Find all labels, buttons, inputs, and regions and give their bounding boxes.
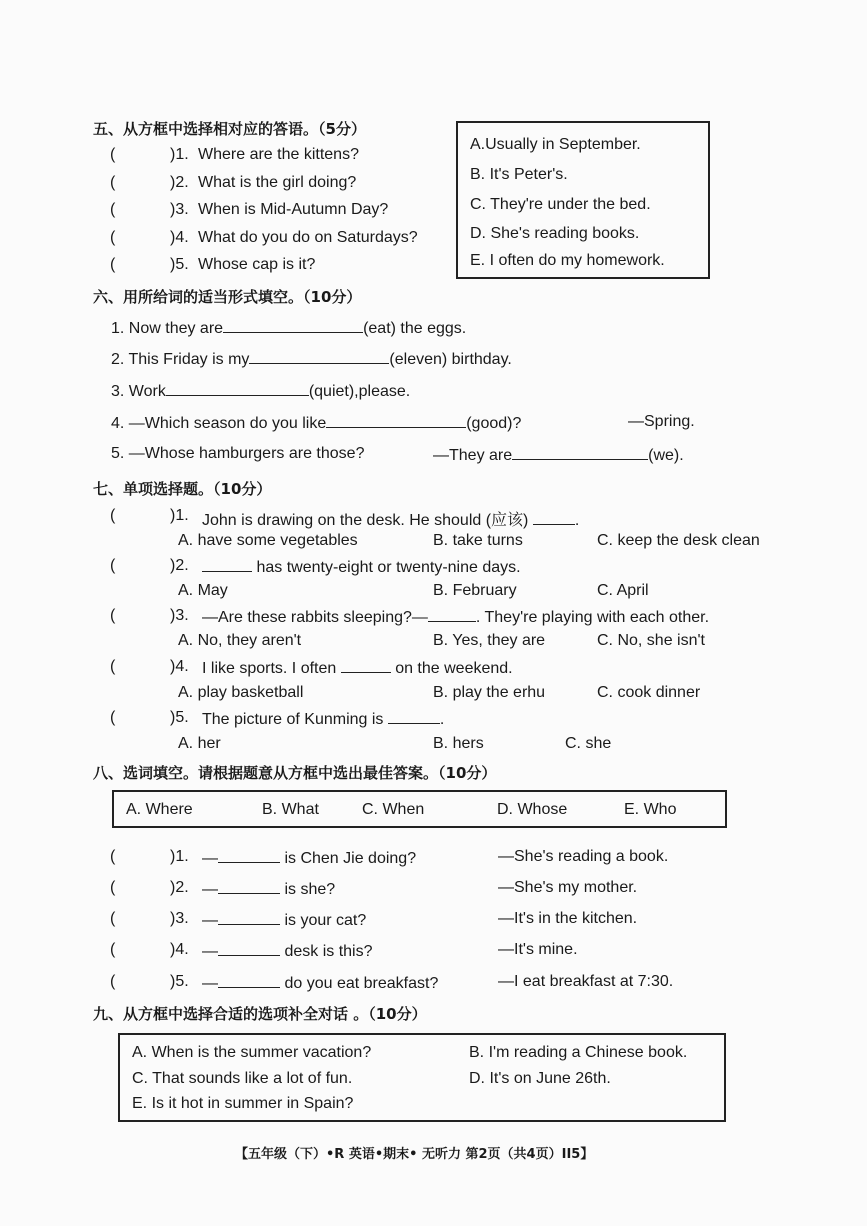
option-item: A.Usually in September. xyxy=(470,136,641,153)
answer-paren[interactable]: ( xyxy=(110,174,116,191)
question-text: Where are the kittens? xyxy=(198,146,359,163)
answer-paren[interactable]: ( xyxy=(110,146,116,163)
fill-prompt: —They are xyxy=(433,447,513,464)
word-option: A. Where xyxy=(126,801,193,818)
fill-hint: (quiet),please. xyxy=(308,383,411,400)
choice-b[interactable]: B. February xyxy=(433,582,517,599)
choice-c[interactable]: C. keep the desk clean xyxy=(597,532,760,549)
answer-blank xyxy=(218,848,280,863)
stem-text: John is drawing on the desk. He should (应该) xyxy=(202,512,529,529)
question-text: is she? xyxy=(284,881,336,898)
answer-paren[interactable]: ( xyxy=(110,658,116,675)
stem-text: The picture of Kunming is xyxy=(202,711,384,728)
answer-blank xyxy=(533,510,575,525)
answer-blank xyxy=(341,658,391,673)
answer-paren[interactable]: ( xyxy=(110,507,116,524)
dash: — xyxy=(202,975,218,992)
sec5-options-box xyxy=(456,121,710,279)
fill-item xyxy=(111,381,410,401)
dialog-question xyxy=(202,848,416,868)
fill-hint: (we). xyxy=(648,447,684,464)
choice-b[interactable]: B. play the erhu xyxy=(433,684,546,701)
dash: — xyxy=(202,943,218,960)
dialog-question xyxy=(202,973,438,993)
question-number: )3. xyxy=(170,607,189,624)
fill-item xyxy=(111,413,521,433)
question-number: )1. xyxy=(170,507,189,524)
dialog-question xyxy=(202,910,366,930)
dialog-question xyxy=(202,879,335,899)
page-footer: 【五年级（下）•R 英语•期末• 无听力 第2页（共4页）II5】 xyxy=(235,1147,594,1162)
question-number: )1. xyxy=(170,848,189,865)
answer-blank xyxy=(218,973,280,988)
question-number: )2. xyxy=(170,557,189,574)
option-item: B. I'm reading a Chinese book. xyxy=(469,1044,688,1061)
section-5-heading: 五、从方框中选择相对应的答语。（5分） xyxy=(93,120,366,138)
choice-c[interactable]: C. No, she isn't xyxy=(597,632,705,649)
fill-item xyxy=(111,318,466,338)
choice-a[interactable]: A. her xyxy=(178,735,221,752)
answer-paren[interactable]: ( xyxy=(110,229,116,246)
question-text: desk is this? xyxy=(284,943,373,960)
fill-hint: (eat) the eggs. xyxy=(363,320,467,337)
answer-paren[interactable]: ( xyxy=(110,557,116,574)
fill-prompt: 5. —Whose hamburgers are those? xyxy=(111,445,365,462)
question-number: )5. xyxy=(170,256,189,273)
answer-blank[interactable] xyxy=(249,349,389,364)
question-number: )4. xyxy=(170,658,189,675)
question-text: do you eat breakfast? xyxy=(284,975,439,992)
answer-paren[interactable]: ( xyxy=(110,201,116,218)
word-option: B. What xyxy=(262,801,319,818)
question-text: Whose cap is it? xyxy=(198,256,316,273)
question-stem xyxy=(202,709,444,729)
question-number: )4. xyxy=(170,229,189,246)
option-item: D. It's on June 26th. xyxy=(469,1070,611,1087)
choice-b[interactable]: B. Yes, they are xyxy=(433,632,546,649)
dash: — xyxy=(202,912,218,929)
question-number: )4. xyxy=(170,941,189,958)
dialog-answer: —It's mine. xyxy=(498,941,578,958)
section-7-heading: 七、单项选择题。（10分） xyxy=(93,480,272,498)
answer-blank[interactable] xyxy=(223,318,363,333)
fill-prompt: 3. Work xyxy=(111,383,166,400)
fill-item xyxy=(111,349,512,369)
stem-text: on the weekend. xyxy=(395,660,513,677)
option-item: E. I often do my homework. xyxy=(470,252,665,269)
question-stem xyxy=(202,507,579,530)
question-text: When is Mid-Autumn Day? xyxy=(198,201,389,218)
fill-item xyxy=(433,445,684,465)
option-item: C. They're under the bed. xyxy=(470,196,651,213)
answer-paren[interactable]: ( xyxy=(110,910,116,927)
question-number: )5. xyxy=(170,709,189,726)
answer-blank xyxy=(428,607,476,622)
question-stem xyxy=(202,607,709,627)
question-number: )5. xyxy=(170,973,189,990)
answer-blank xyxy=(218,910,280,925)
answer-blank[interactable] xyxy=(512,445,648,460)
word-option: E. Who xyxy=(624,801,677,818)
option-item: A. When is the summer vacation? xyxy=(132,1044,372,1061)
choice-a[interactable]: A. have some vegetables xyxy=(178,532,358,549)
answer-blank[interactable] xyxy=(326,413,466,428)
stem-text: —Are these rabbits sleeping?— xyxy=(202,609,428,626)
dialog-answer: —It's in the kitchen. xyxy=(498,910,638,927)
question-text: is Chen Jie doing? xyxy=(284,850,417,867)
answer-blank xyxy=(218,941,280,956)
fill-hint: (eleven) birthday. xyxy=(389,351,512,368)
answer-paren[interactable]: ( xyxy=(110,256,116,273)
answer-paren[interactable]: ( xyxy=(110,879,116,896)
dialog-answer: —I eat breakfast at 7:30. xyxy=(498,973,674,990)
dash: — xyxy=(202,850,218,867)
option-item: B. It's Peter's. xyxy=(470,166,568,183)
fill-prompt: 1. Now they are xyxy=(111,320,224,337)
answer-paren[interactable]: ( xyxy=(110,607,116,624)
answer-blank xyxy=(218,879,280,894)
choice-a[interactable]: A. May xyxy=(178,582,228,599)
option-item: E. Is it hot in summer in Spain? xyxy=(132,1095,354,1112)
sec9-options-box xyxy=(118,1033,726,1122)
question-stem xyxy=(202,658,513,678)
question-number: )2. xyxy=(170,879,189,896)
word-option: D. Whose xyxy=(497,801,568,818)
stem-text: . xyxy=(574,512,580,529)
dash: — xyxy=(202,881,218,898)
section-6-heading: 六、用所给词的适当形式填空。（10分） xyxy=(93,288,362,306)
fill-hint: (good)? xyxy=(466,415,522,432)
answer-paren[interactable]: ( xyxy=(110,941,116,958)
choice-a[interactable]: A. No, they aren't xyxy=(178,632,302,649)
choice-c[interactable]: C. she xyxy=(565,735,612,752)
fill-answer-given: —Spring. xyxy=(628,413,695,430)
stem-text: I like sports. I often xyxy=(202,660,337,677)
question-number: )2. xyxy=(170,174,189,191)
question-number: )1. xyxy=(170,146,189,163)
answer-blank xyxy=(388,709,440,724)
choice-b[interactable]: B. hers xyxy=(433,735,484,752)
question-number: )3. xyxy=(170,201,189,218)
fill-prompt: 4. —Which season do you like xyxy=(111,415,327,432)
option-item: D. She's reading books. xyxy=(470,225,640,242)
answer-paren[interactable]: ( xyxy=(110,973,116,990)
answer-blank[interactable] xyxy=(166,381,309,396)
option-item: C. That sounds like a lot of fun. xyxy=(132,1070,353,1087)
section-9-heading: 九、从方框中选择合适的选项补全对话 。（10分） xyxy=(93,1005,427,1023)
dialog-answer: —She's my mother. xyxy=(498,879,638,896)
answer-paren[interactable]: ( xyxy=(110,848,116,865)
stem-text: has twenty-eight or twenty-nine days. xyxy=(256,559,521,576)
choice-c[interactable]: C. April xyxy=(597,582,649,599)
stem-text: . They're playing with each other. xyxy=(475,609,710,626)
sec8-word-box xyxy=(112,790,727,828)
choice-c[interactable]: C. cook dinner xyxy=(597,684,701,701)
choice-b[interactable]: B. take turns xyxy=(433,532,523,549)
answer-blank xyxy=(202,557,252,572)
word-option: C. When xyxy=(362,801,425,818)
question-stem xyxy=(202,557,521,577)
question-text: What is the girl doing? xyxy=(198,174,357,191)
fill-prompt: 2. This Friday is my xyxy=(111,351,250,368)
stem-text: . xyxy=(439,711,445,728)
section-8-heading: 八、选词填空。请根据题意从方框中选出最佳答案。（10分） xyxy=(93,764,497,782)
dialog-question xyxy=(202,941,373,961)
question-text: is your cat? xyxy=(284,912,367,929)
question-number: )3. xyxy=(170,910,189,927)
question-text: What do you do on Saturdays? xyxy=(198,229,418,246)
dialog-answer: —She's reading a book. xyxy=(498,848,669,865)
choice-a[interactable]: A. play basketball xyxy=(178,684,304,701)
answer-paren[interactable]: ( xyxy=(110,709,116,726)
